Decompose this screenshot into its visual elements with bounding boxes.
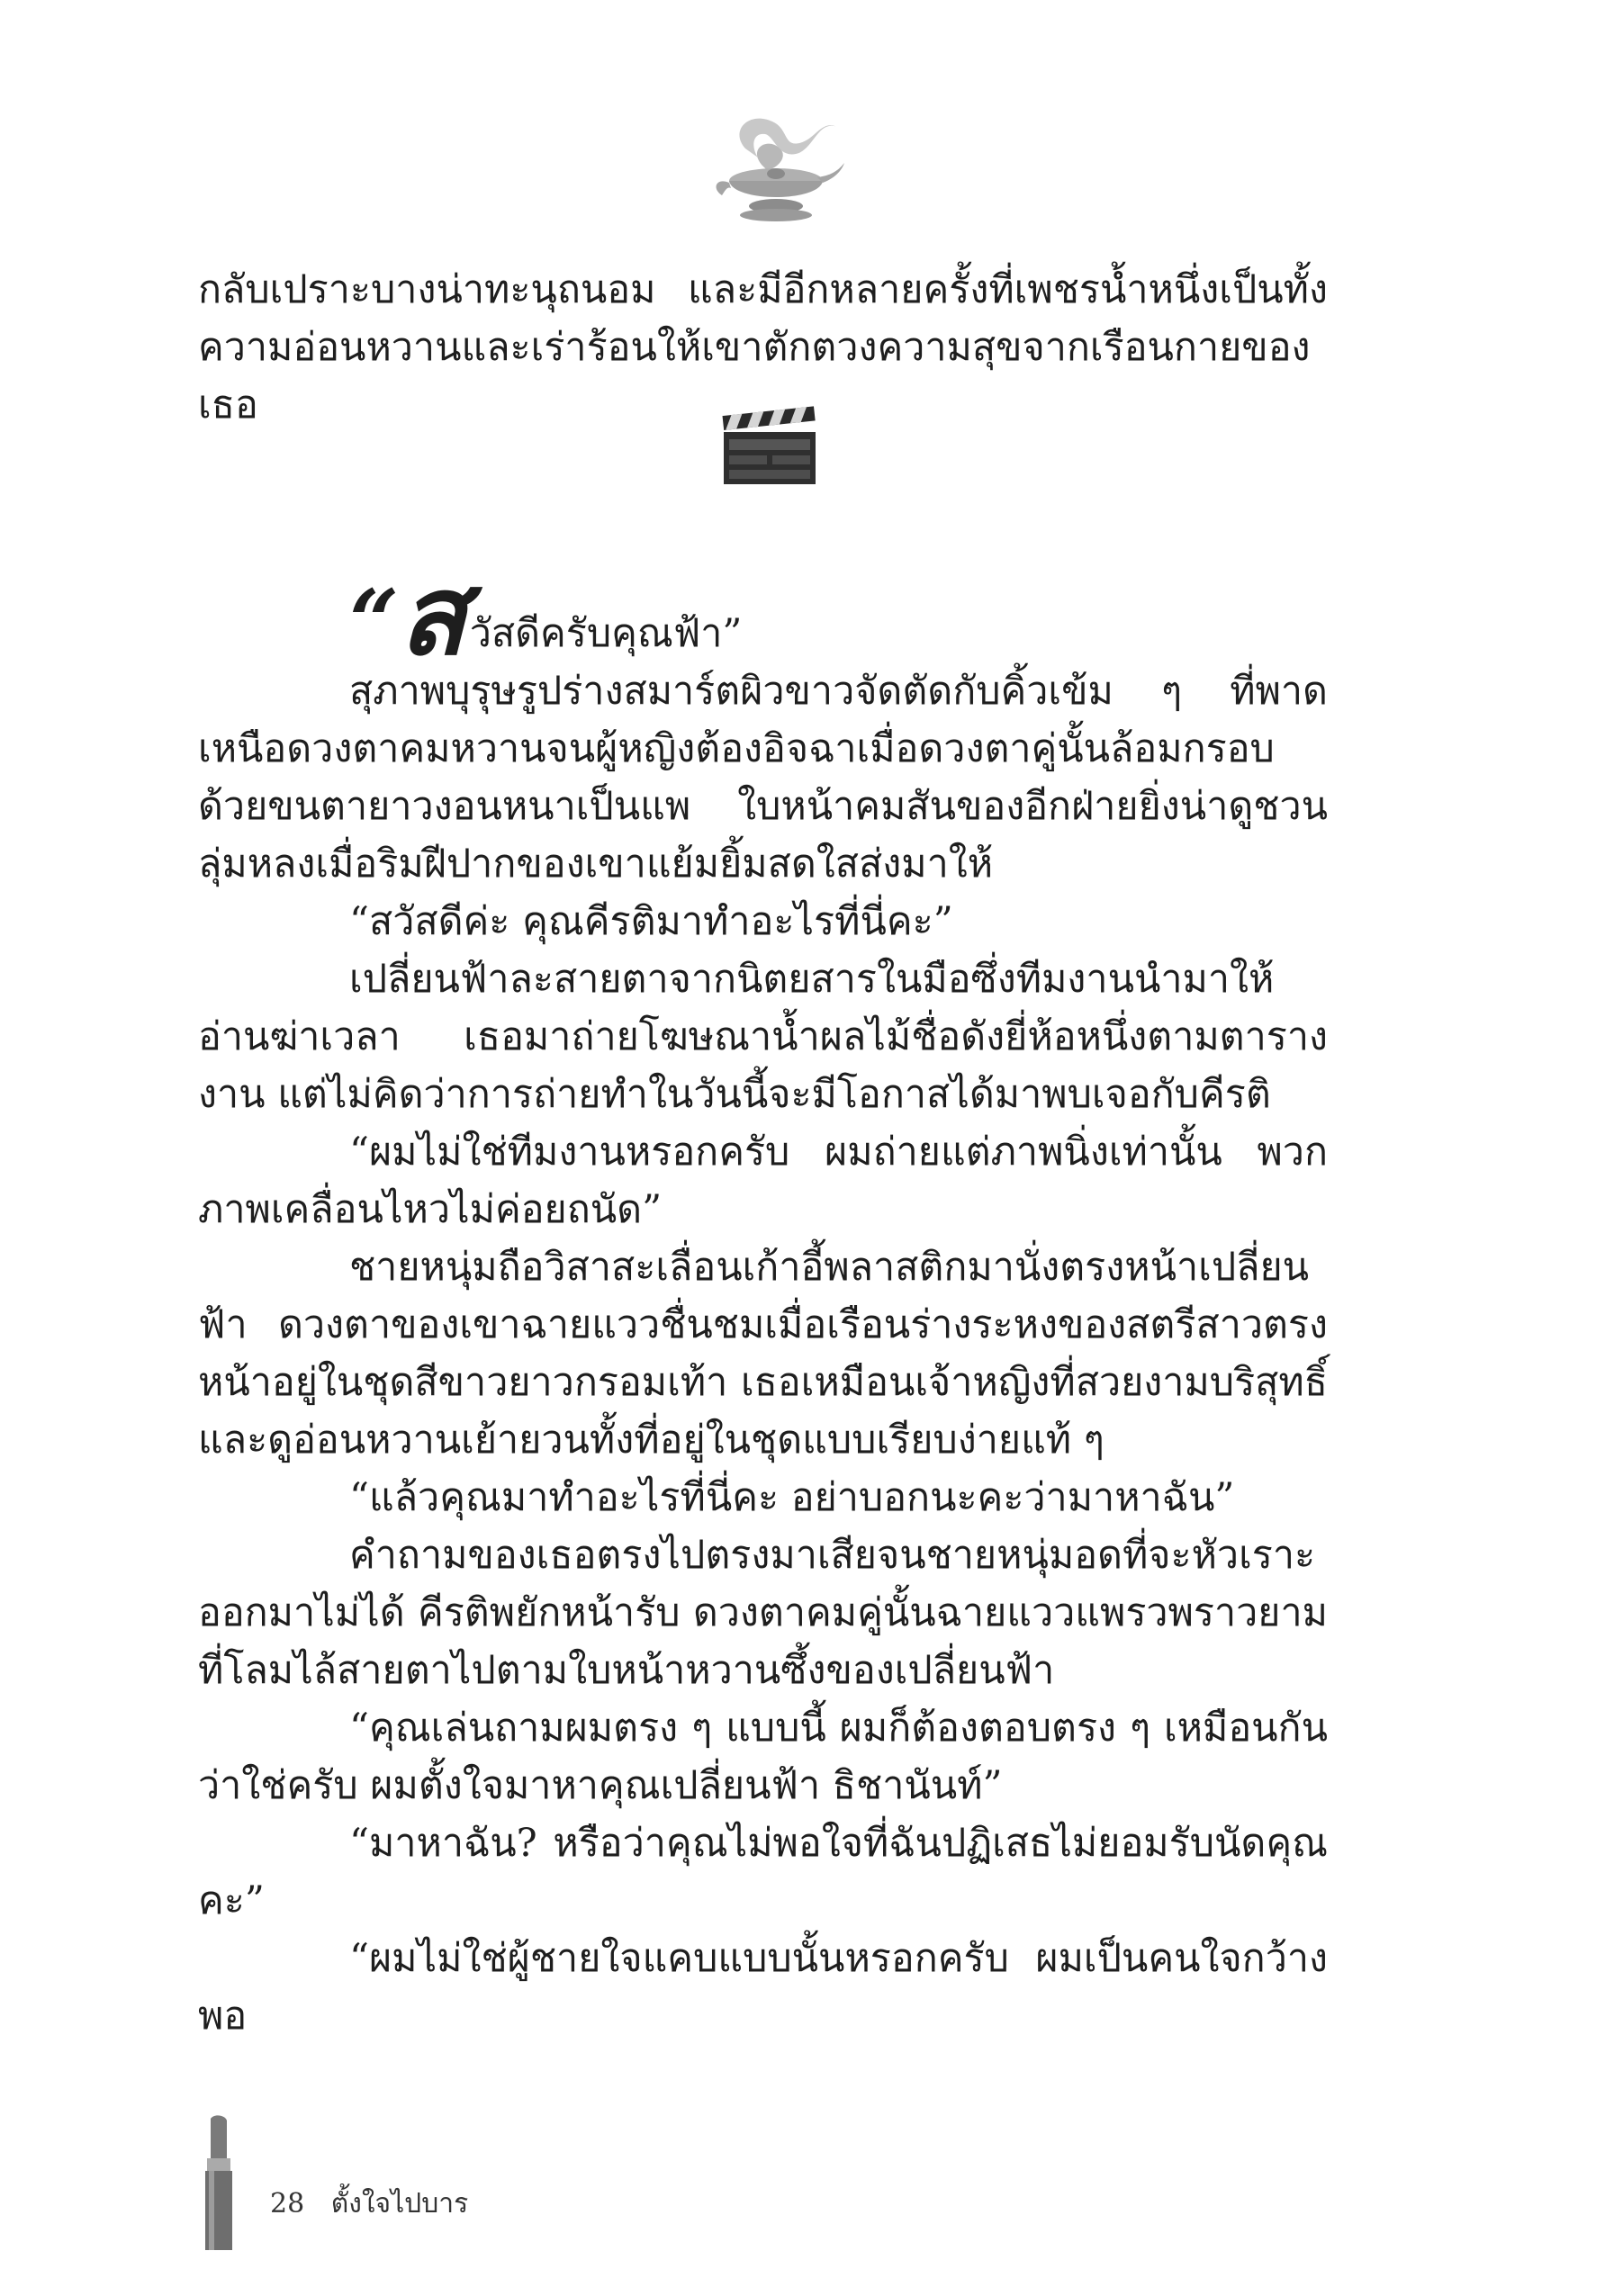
paragraph: กลับเปราะบางน่าทะนุถนอม และมีอีกหลายครั้งที่เพชรน้ำหนึ่งเป็นทั้งความอ่อนหวานและเร่าร้อนให้เขาตักตวงความสุขจากเรือนกายของเธอ xyxy=(198,267,1328,428)
page-number: 28 xyxy=(270,2188,305,2219)
drop-quote: “ xyxy=(349,571,400,672)
paragraph: สุภาพบุรุษรูปร่างสมาร์ตผิวขาวจัดตัดกับคิ้วเข้ม ๆ ที่พาดเหนือดวงตาคมหวานจนผู้หญิงต้องอิจฉาเมื่อดวงตาคู่นั้นล้อมกรอบด้วยขนตายาวงอนหนาเป็นแพ ใบหน้าคมสันของอีกฝ่ายยิ่งน่าดูชวนลุ่มหลงเมื่อริมฝีปากของเขาแย้มยิ้มสดใสส่งมาให้ xyxy=(198,669,1328,887)
paragraph: คำถามของเธอตรงไปตรงมาเสียจนชายหนุ่มอดที่จะหัวเราะออกมาไม่ได้ คีรติพยักหน้ารับ ดวงตาคมคู่นั้นฉายแววแพรวพราวยามที่โลมไล้สายตาไปตามใบหน้าหวานซึ้งของเปลี่ยนฟ้า xyxy=(198,1533,1328,1693)
paragraph: “ผมไม่ใช่ทีมงานหรอกครับ ผมถ่ายแต่ภาพนิ่งเท่านั้น พวกภาพเคลื่อนไหวไม่ค่อยถนัด” xyxy=(198,1130,1328,1232)
paragraph: “ผมไม่ใช่ผู้ชายใจแคบแบบนั้นหรอกครับ ผมเป็นคนใจกว้างพอ xyxy=(198,1936,1328,2039)
paragraph: “คุณเล่นถามผมตรง ๆ แบบนี้ ผมก็ต้องตอบตรง ๆ เหมือนกันว่าใช่ครับ ผมตั้งใจมาหาคุณเปลี่ยนฟ้า ธิชานันท์” xyxy=(198,1706,1328,1808)
magic-lamp-icon xyxy=(702,95,846,230)
drop-cap: ส xyxy=(399,550,466,680)
paragraph: “แล้วคุณมาทำอะไรที่นี่คะ อย่าบอกนะคะว่ามาหาฉัน” xyxy=(349,1475,1235,1520)
lipstick-icon xyxy=(198,2113,239,2253)
paragraph: “มาหาฉัน? หรือว่าคุณไม่พอใจที่ฉันปฏิเสธไม่ยอมรับนัดคุณคะ” xyxy=(198,1821,1328,1923)
paragraph: ชายหนุ่มถือวิสาสะเลื่อนเก้าอี้พลาสติกมานั่งตรงหน้าเปลี่ยนฟ้า ดวงตาของเขาฉายแววชื่นชมเมื่อเรือนร่างระหงของสตรีสาวตรงหน้าอยู่ในชุดสีขาวยาวกรอมเท้า เธอเหมือนเจ้าหญิงที่สวยงามบริสุทธิ์ และดูอ่อนหวานเย้ายวนทั้งที่อยู่ในชุดแบบเรียบง่ายแท้ ๆ xyxy=(198,1245,1328,1463)
book-title: ตั้งใจไปบาร xyxy=(330,2188,469,2219)
opening-rest: วัสดีครับคุณฟ้า” xyxy=(469,611,743,656)
paragraph: เปลี่ยนฟ้าละสายตาจากนิตยสารในมือซึ่งทีมงานนำมาให้อ่านฆ่าเวลา เธอมาถ่ายโฆษณาน้ำผลไม้ชื่อดังยี่ห้อหนึ่งตามตารางงาน แต่ไม่คิดว่าการถ่ายทำในวันนี้จะมีโอกาสได้มาพบเจอกับคีรติ xyxy=(198,957,1328,1117)
paragraph: “สวัสดีค่ะ คุณคีรติมาทำอะไรที่นี่คะ” xyxy=(349,899,953,944)
body-text xyxy=(198,261,1328,2045)
chapter-opening-line xyxy=(198,550,1328,680)
page-footer xyxy=(270,2183,486,2225)
